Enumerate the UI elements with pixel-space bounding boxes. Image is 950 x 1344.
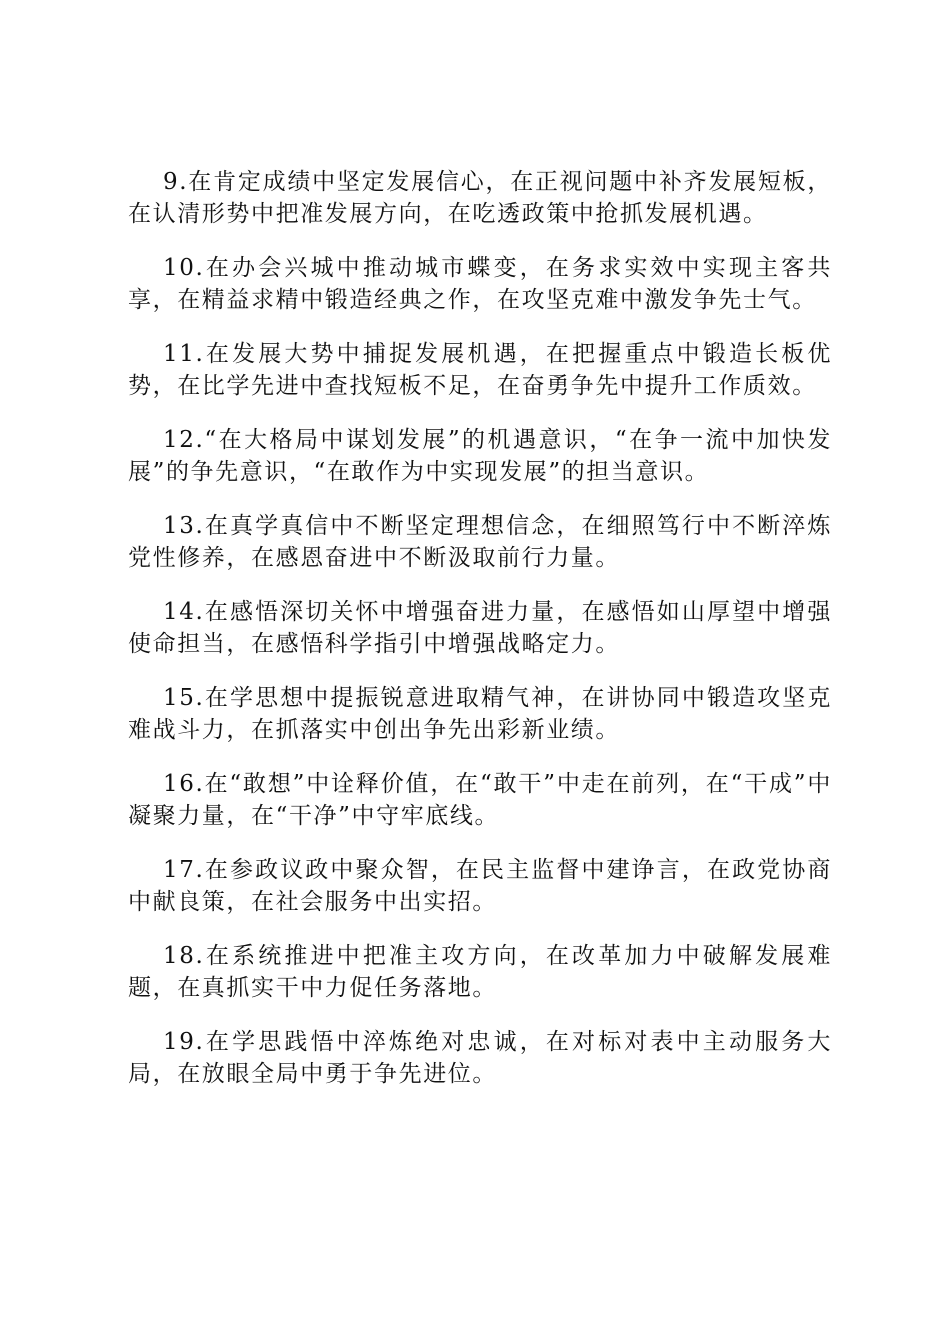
paragraph-14: 14.在感悟深切关怀中增强奋进力量，在感悟如山厚望中增强使命担当，在感悟科学指引中增强战略定力。	[128, 599, 832, 657]
paragraph-10: 10.在办会兴城中推动城市蝶变，在务求实效中实现主客共享，在精益求精中锻造经典之作，在攻坚克难中激发争先士气。	[128, 255, 832, 313]
paragraph-13: 13.在真学真信中不断坚定理想信念，在细照笃行中不断淬炼党性修养，在感恩奋进中不断汲取前行力量。	[128, 513, 832, 571]
document-body	[128, 166, 832, 1112]
paragraph-16: 16.在“敢想”中诠释价值，在“敢干”中走在前列，在“干成”中凝聚力量，在“干净”中守牢底线。	[128, 771, 832, 829]
paragraph-11: 11.在发展大势中捕捉发展机遇，在把握重点中锻造长板优势，在比学先进中查找短板不足，在奋勇争先中提升工作质效。	[128, 341, 832, 399]
paragraph-15: 15.在学思想中提振锐意进取精气神，在讲协同中锻造攻坚克难战斗力，在抓落实中创出争先出彩新业绩。	[128, 685, 832, 743]
paragraph-9: 9.在肯定成绩中坚定发展信心，在正视问题中补齐发展短板，在认清形势中把准发展方向，在吃透政策中抢抓发展机遇。	[128, 169, 832, 227]
paragraph-19: 19.在学思践悟中淬炼绝对忠诚，在对标对表中主动服务大局，在放眼全局中勇于争先进位。	[128, 1029, 832, 1087]
paragraph-18: 18.在系统推进中把准主攻方向，在改革加力中破解发展难题，在真抓实干中力促任务落地。	[128, 943, 832, 1001]
paragraph-17: 17.在参政议政中聚众智，在民主监督中建诤言，在政党协商中献良策，在社会服务中出实招。	[128, 857, 832, 915]
paragraph-12: 12.“在大格局中谋划发展”的机遇意识，“在争一流中加快发展”的争先意识，“在敢作为中实现发展”的担当意识。	[128, 427, 832, 485]
